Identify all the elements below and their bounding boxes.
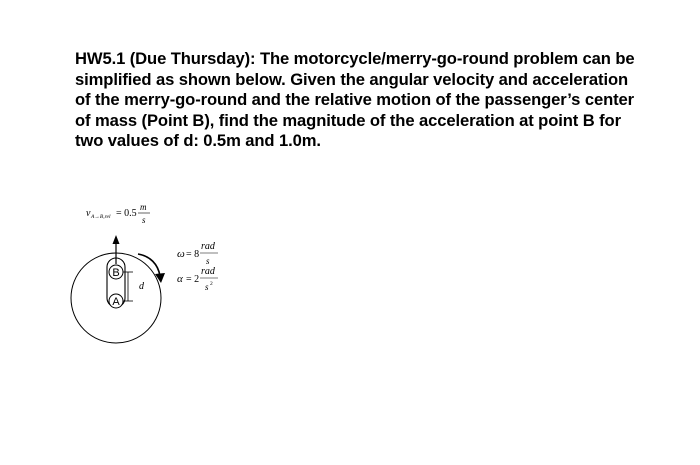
velocity-unit-numerator: m [140, 202, 147, 212]
alpha-unit-denominator: s [205, 282, 209, 292]
distance-label: d [139, 281, 144, 292]
omega-unit-numerator: rad [201, 241, 215, 252]
alpha-value: = 2 [186, 274, 200, 285]
point-a-label: A [112, 296, 120, 308]
rotation-arrow [138, 254, 160, 276]
distance-dimension [123, 272, 145, 301]
omega-unit-denominator: s [206, 256, 210, 266]
omega-symbol: ω [177, 248, 185, 260]
velocity-equation [86, 202, 150, 225]
alpha-symbol: α [177, 273, 183, 285]
alpha-unit-numerator: rad [201, 266, 215, 277]
problem-statement: HW5.1 (Due Thursday): The motorcycle/merry-go-round problem can be simplified as shown below. Given the angular velocity and acceleration of the merry-go-round and the relative motion of the passenger’s center of mass (Point B), find the magnitude of the acceleration at point B for two values of d: 0.5m and 1.0m. [75, 49, 635, 150]
point-b-label: B [112, 267, 120, 279]
alpha-unit-exponent: 2 [210, 281, 213, 287]
velocity-value: = 0.5 [116, 208, 137, 219]
omega-value: = 8 [186, 249, 200, 260]
velocity-unit-denominator: s [142, 215, 146, 225]
alpha-equation [177, 266, 218, 292]
omega-equation [177, 241, 218, 266]
velocity-arrow-head [113, 235, 120, 244]
velocity-subscript: A→B,rel [91, 214, 111, 220]
velocity-symbol: v [86, 208, 91, 219]
